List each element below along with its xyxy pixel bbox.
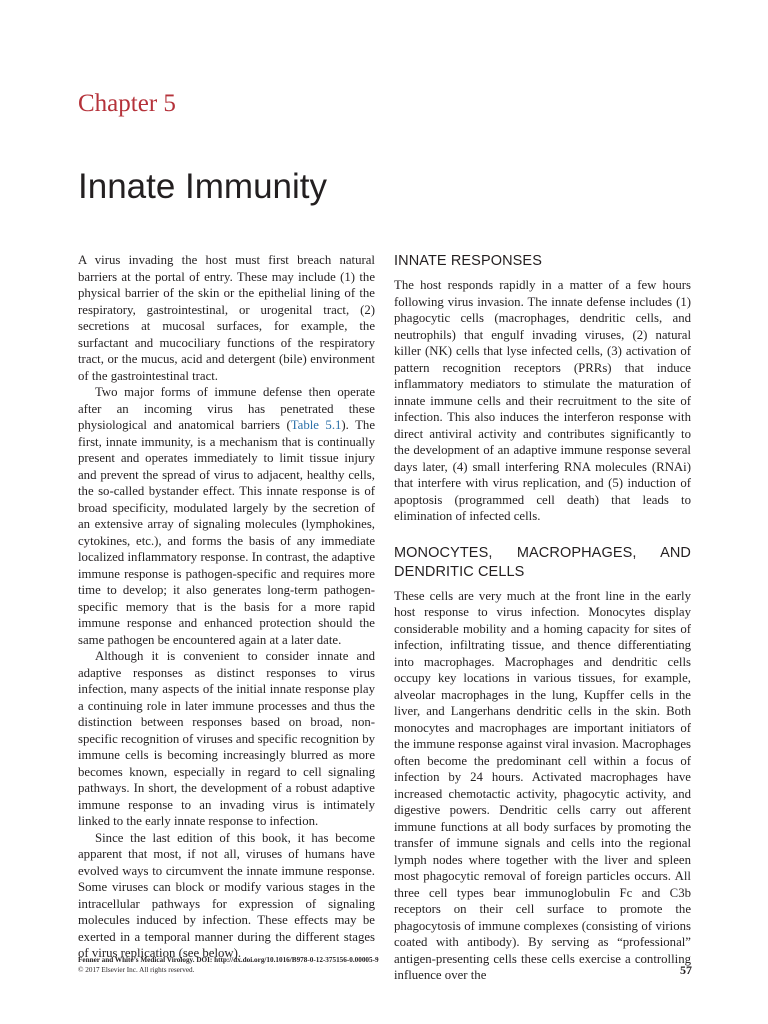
chapter-label: Chapter 5 bbox=[78, 90, 176, 117]
paragraph-two-forms-end: ). The first, innate immunity, is a mechanism that is continually present and operates immediately to limit tissue injury and prevent the spread of virus to adjacent, healthy cells, the so-called bystander effect. This innate response is of broad specificity, modulated largely by the secretion of an extensive array of signaling molecules (lymphokines, cytokines, etc.), and forms the basis of any immediate localized inflammatory response. In contrast, the adaptive immune response is pathogen-specific and requires more time to develop; it also generates long-term pathogen-specific memory that is the basis for a more rapid immune response and enhanced protection should the same pathogen be encountered again at a later date. bbox=[78, 418, 376, 647]
page-number: 57 bbox=[680, 963, 692, 977]
section-heading-monocytes: MONOCYTES, MACROPHAGES, AND DENDRITIC CELLS bbox=[394, 544, 691, 580]
paragraph-two-forms bbox=[78, 384, 375, 648]
paragraph-innate-adaptive: Although it is convenient to consider innate and adaptive responses as distinct responses to virus infection, many aspects of the initial innate response play a continuing role in later immune processes and thus the distinction between responses based on broad, non-specific recognition of viruses and specific recognition by immune cells is becoming increasingly blurred as more becomes known, especially in regard to cell signaling pathways. In short, the development of a robust adaptive immune response to an invading virus is intimately linked to the early innate response to infection. bbox=[78, 649, 375, 828]
paragraph-monocytes: These cells are very much at the front line in the early host response to virus infection. Monocytes display considerable mobility and a homing capacity for sites of infection, infiltrating tissue, and thence differentiating into macrophages. Macrophages and dendritic cells occupy key locations in various tissues, for example, alveolar macrophages in the lung, Kupffer cells in the liver, and Langerhans dendritic cells in the skin. Both monocytes and macrophages are important initiators of the immune response against viral invasion. Macrophages often become the predominant cell within a focus of infection by 24 hours. Activated macrophages have increased chemotactic activity, phagocytic activity, and digestive powers. Dendritic cells carry out afferent immune functions at all body surfaces by promoting the transfer of immune signals and cells into the regional lymph nodes where together with the liver and spleen most phagocytic removal of foreign particles occurs. All three cell types bear immunoglobulin Fc and C3b receptors on their cell surface to promote the phagocytosis of immune complexes (consisting of virions coated with antibody). By serving as “professional” antigen-presenting cells these cells exercise a controlling influence over the bbox=[394, 588, 691, 982]
paragraph-innate-responses: The host responds rapidly in a matter of a few hours following virus invasion. The innate defense includes (1) phagocytic cells (macrophages, dendritic cells, and neutrophils) that engulf invading viruses, (2) natural killer (NK) cells that lyse infected cells, (3) activation of pattern recognition receptors (PRRs) that induce inflammatory mediators to stimulate the maturation of innate immune cells and their recruitment to the site of infection. This also induces the interferon response with direct antiviral activity and contributes significantly to the development of an adaptive immune response several days later, (4) small interfering RNA molecules (RNAi) that interfere with virus replication, and (5) induction of apoptosis (programmed cell death) that leads to elimination of infected cells. bbox=[394, 278, 691, 523]
section-heading-innate-responses: INNATE RESPONSES bbox=[394, 253, 542, 269]
footer-citation-block bbox=[78, 955, 498, 975]
footer-copyright: © 2017 Elsevier Inc. All rights reserved. bbox=[78, 966, 195, 974]
footer-citation: Fenner and White’s Medical Virology. DOI: http://dx.doi.org/10.1016/B978-0-12-375156-0.00005-9 bbox=[78, 956, 379, 964]
left-column bbox=[78, 252, 375, 962]
chapter-title: Innate Immunity bbox=[78, 167, 327, 206]
paragraph-viral-evasion: Since the last edition of this book, it has become apparent that most, if not all, viruses of humans have evolved ways to circumvent the innate immune response. Some viruses can block or modify various stages in the intracellular pathways for expression of signaling molecules induced by infection. These effects may be exerted in a temporal manner during the different stages of virus replication (see below). bbox=[78, 830, 375, 960]
paragraph-two-forms-start: Two major forms of immune defense then operate after an incoming virus has penetrated these physiological and anatomical barriers ( bbox=[78, 385, 375, 432]
right-column bbox=[394, 252, 691, 984]
paragraph-intro: A virus invading the host must first breach natural barriers at the portal of entry. These may include (1) the physical barrier of the skin or the epithelial lining of the respiratory, gastrointestinal, or urogenital tract, (2) secretions at mucosal surfaces, for example, the surfactant and mucociliary functions of the respiratory tract, or the mucus, acid and detergent (bile) environment of the gastrointestinal tract. bbox=[78, 253, 375, 383]
table-5-1-link[interactable]: Table 5.1 bbox=[290, 418, 342, 432]
